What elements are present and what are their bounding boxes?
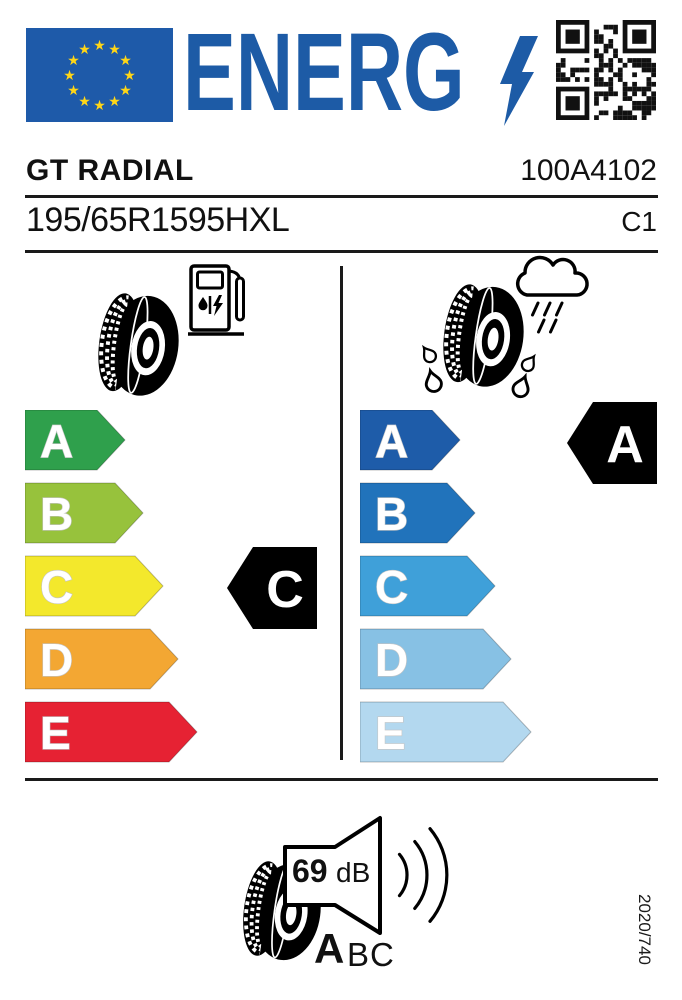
energy-wordmark: ENERG (183, 11, 465, 134)
grade-letter: B (375, 488, 409, 540)
grade-letter: E (40, 707, 71, 759)
grade-arrow (360, 702, 531, 762)
grade-letter: C (40, 561, 74, 613)
rain-cloud-icon (518, 257, 587, 332)
eu-flag-star: ★ (108, 92, 121, 109)
grade-letter: B (40, 488, 74, 540)
fuel-efficiency-scale (25, 410, 230, 765)
grade-arrow (360, 629, 511, 689)
horizontal-rule (25, 778, 658, 781)
fuel-efficiency-pictogram (85, 258, 260, 413)
grade-arrow (25, 629, 178, 689)
eu-flag-star: ★ (67, 82, 80, 98)
eu-flag-star: ★ (63, 67, 76, 83)
tire-icon (93, 290, 185, 400)
eu-flag-star: ★ (93, 97, 106, 113)
grade-letter: E (375, 707, 406, 759)
eu-flag-star: ★ (123, 67, 136, 83)
brand-name: GT RADIAL (26, 154, 194, 187)
grade-letter: C (375, 561, 409, 613)
wet-grip-scale (360, 410, 565, 765)
tyre-class: C1 (621, 206, 657, 237)
grade-arrow (25, 410, 125, 470)
grade-letter: A (375, 415, 409, 467)
eu-flag-star: ★ (78, 92, 91, 109)
wet-grip-rating-badge (566, 401, 658, 485)
grade-arrow (25, 556, 163, 616)
qr-code (556, 20, 656, 120)
sound-waves-icon (400, 829, 447, 922)
grade-arrow (360, 556, 495, 616)
column-divider (340, 266, 343, 760)
rating-letter: A (606, 416, 644, 474)
grade-arrow (25, 483, 143, 543)
grade-arrow (25, 702, 197, 762)
wet-grip-pictogram (413, 253, 603, 403)
eu-flag-star: ★ (67, 52, 80, 68)
eu-flag-star: ★ (108, 41, 121, 58)
eu-flag-star: ★ (93, 37, 106, 53)
eu-flag-star: ★ (119, 82, 132, 98)
fuel-pump-icon (188, 266, 244, 334)
grade-arrow (360, 483, 475, 543)
grade-letter: D (40, 634, 74, 686)
eu-flag-star: ★ (78, 41, 91, 58)
grade-letter: D (375, 634, 409, 686)
fuel-efficiency-rating-badge (226, 546, 318, 630)
tire-icon (438, 281, 530, 391)
horizontal-rule (25, 195, 658, 198)
eu-flag-star: ★ (119, 52, 132, 68)
noise-value: 69 (292, 853, 328, 889)
lightning-icon (494, 36, 542, 128)
eu-flag (26, 28, 173, 122)
rating-letter: C (266, 561, 304, 619)
noise-unit: dB (336, 857, 371, 888)
regulation-number: 2020/740 (635, 894, 654, 965)
grade-letter: A (40, 415, 74, 467)
noise-class-rating: A (314, 925, 345, 972)
tyre-size-designation: 195/65R1595HXL (26, 201, 290, 239)
grade-arrow (360, 410, 460, 470)
noise-class-others: BC (347, 936, 395, 973)
article-code: 100A4102 (520, 154, 657, 187)
